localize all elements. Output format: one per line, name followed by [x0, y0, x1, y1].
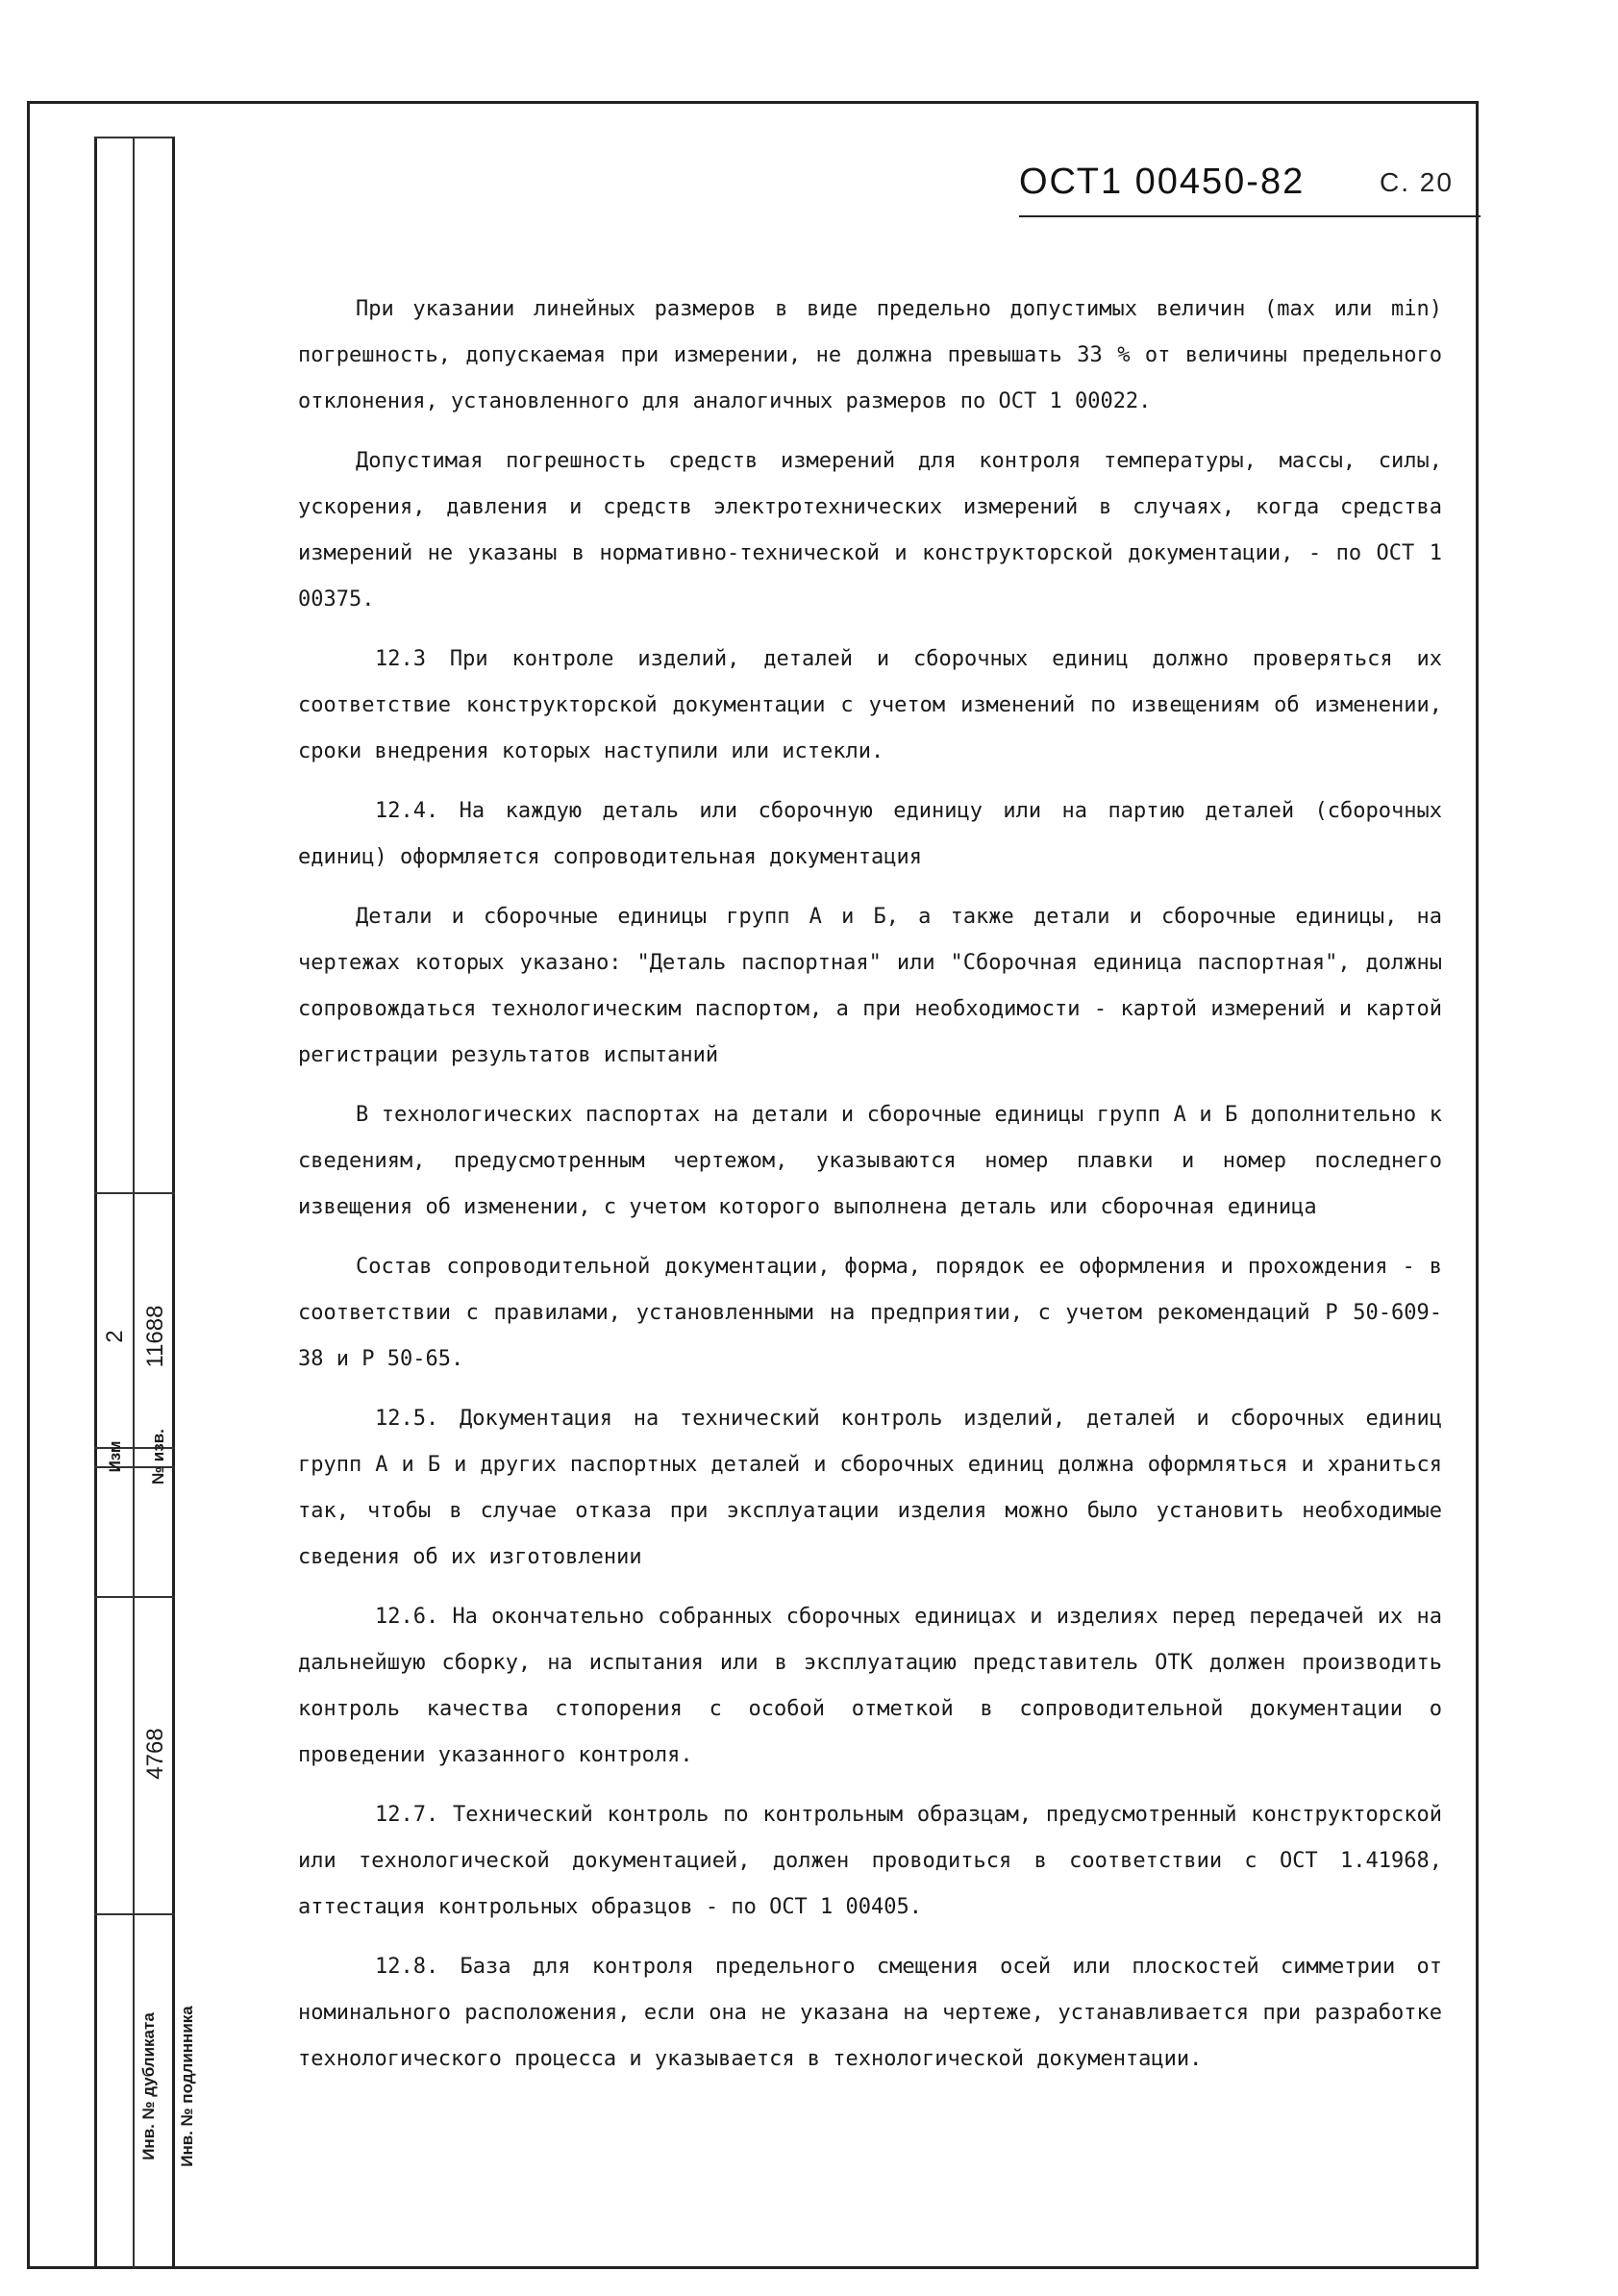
page-frame-right-edge	[1477, 101, 1479, 2269]
stamp-cell-border	[94, 1192, 175, 1194]
stamp-cell-border	[94, 1913, 175, 1915]
stamp-inv-dubl-label: Инв. № дубликата	[139, 2012, 158, 2160]
header-rule	[1019, 215, 1481, 217]
paragraph-12-4-passports: В технологических паспортах на детали и сборочные единицы групп А и Б дополнительно к сведениям, предусмотренным чертежом, указываются номер плавки и номер последнего извещения об изменении, с учетом которого выполнена деталь или сборочная единица	[298, 1103, 1442, 1219]
stamp-cell-border	[94, 1596, 175, 1598]
page-number: С. 20	[1380, 167, 1454, 197]
paragraph-tolerance: Допустимая погрешность средств измерений для контроля температуры, массы, силы, ускорения, давления и средств электротехнических измерений в случаях, когда средства измерений не указаны в нормативно-технической и конструкторской документации, - по ОСТ 1 00375.	[298, 449, 1442, 611]
stamp-izm-value: 2	[102, 1330, 128, 1343]
paragraph-12-6: 12.6. На окончательно собранных сборочных единицах и изделиях перед передачей их на дальнейшую сборку, на испытания или в эксплуатацию представитель ОТК должен производить контроль качества стопорения с особой отметкой в сопроводительной документации о проведении указанного контроля.	[298, 1605, 1442, 1767]
paragraph-12-3: 12.3 При контроле изделий, деталей и сборочных единиц должно проверяться их соответствие конструкторской документации с учетом изменений по извещениям об изменении, сроки внедрения которых наступили или истекли.	[298, 647, 1442, 763]
page-header	[1019, 162, 1471, 219]
paragraph-12-4-composition: Состав сопроводительной документации, форма, порядок ее оформления и прохождения - в соответствии с правилами, установленными на предприятии, с учетом рекомендаций Р 50-609-38 и Р 50-65.	[298, 1255, 1442, 1371]
side-stamp-divider	[133, 137, 135, 2269]
stamp-inv-podl-value: 4768	[142, 1728, 168, 1780]
stamp-inv-podl-label: Инв. № подлинника	[178, 2006, 196, 2167]
paragraph-12-4: 12.4. На каждую деталь или сборочную единицу или на партию деталей (сборочных единиц) оформляется сопроводительная документация	[298, 799, 1442, 869]
paragraph-12-8: 12.8. База для контроля предельного смещения осей или плоскостей симметрии от номинального расположения, если она не указана на чертеже, устанавливается при разработке технологического процесса и указывается в технологической документации.	[298, 1955, 1442, 2071]
paragraph-12-2-cont: При указании линейных размеров в виде предельно допустимых величин (max или min) погрешность, допускаемая при измерении, не должна превышать 33 % от величины предельного отклонения, установленного для аналогичных размеров по ОСТ 1 00022.	[298, 297, 1442, 413]
stamp-cell-border	[94, 137, 175, 138]
document-body	[298, 287, 1442, 2096]
side-stamp-strip	[94, 137, 175, 2269]
document-code: ОСТ1 00450-82	[1019, 162, 1306, 202]
stamp-izm-label: Изм	[106, 1440, 124, 1473]
paragraph-12-5: 12.5. Документация на технический контроль изделий, деталей и сборочных единиц групп А и Б и других паспортных деталей и сборочных единиц должна оформляться и храниться так, чтобы в случае отказа при эксплуатации изделия можно было установить необходимые сведения об их изготовлении	[298, 1407, 1442, 1569]
paragraph-12-4-groups: Детали и сборочные единицы групп А и Б, а также детали и сборочные единицы, на чертежах которых указано: "Деталь паспортная" или "Сборочная единица паспортная", должны сопровождаться технологическим паспортом, а при необходимости - картой измерений и картой регистрации результатов испытаний	[298, 905, 1442, 1067]
stamp-izv-value: 11688	[142, 1305, 168, 1368]
stamp-izv-label: № изв.	[149, 1429, 167, 1485]
paragraph-12-7: 12.7. Технический контроль по контрольным образцам, предусмотренный конструкторской или технологической документацией, должен проводиться в соответствии с ОСТ 1.41968, аттестация контрольных образцов - по ОСТ 1 00405.	[298, 1803, 1442, 1919]
